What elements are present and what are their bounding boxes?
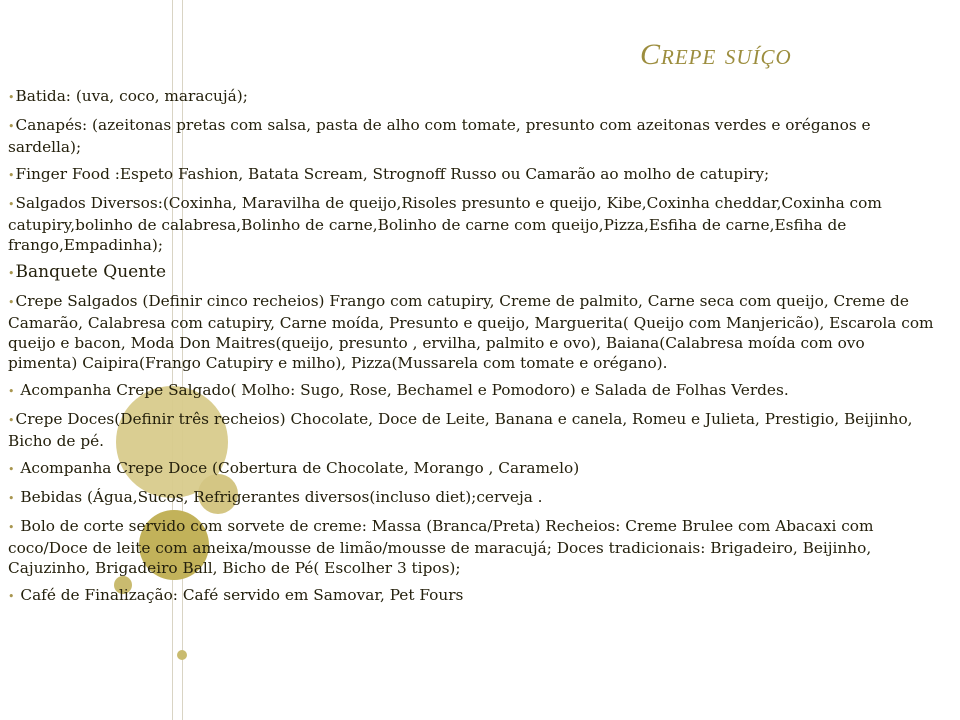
- list-item-text: Crepe Doces(Definir três recheios) Chocolate, Doce de Leite, Banana e canela, Romeu e Julieta, Prestigio, Beijinho, Bicho de pé.: [8, 410, 913, 450]
- bullet-icon: •: [8, 492, 15, 505]
- list-item-text: Crepe Salgados (Definir cinco recheios) Frango com catupiry, Creme de palmito, Carne seca com queijo, Creme de Camarão, Calabresa com catupiry, Carne moída, Presunto e queijo, Marguerita( Queijo com Manjericão), Escarola com queijo e bacon, Moda Don Maitres(queijo, presunto , ervilha, palmito e ovo), Baiana(Calabresa moída com ovo pimenta) Caipira(Frango Catupiry e milho), Pizza(Mussarela com tomate e orégano).: [8, 292, 934, 372]
- list-item: [8, 262, 938, 284]
- bullet-icon: •: [8, 267, 15, 280]
- list-item-text: Bebidas (Água,Sucos, Refrigerantes diversos(incluso diet);cerveja .: [15, 488, 543, 506]
- bullet-icon: •: [8, 414, 15, 427]
- list-item: [8, 409, 938, 451]
- list-item: [8, 164, 938, 186]
- list-item-text: Acompanha Crepe Doce (Cobertura de Chocolate, Morango , Caramelo): [15, 459, 580, 477]
- list-item: [8, 86, 938, 108]
- bullet-icon: •: [8, 463, 15, 476]
- list-item: [8, 516, 938, 578]
- bullet-icon: •: [8, 120, 15, 133]
- list-item-text: Banquete Quente: [15, 262, 167, 282]
- list-item: [8, 193, 938, 255]
- list-item-text: Canapés: (azeitonas pretas com salsa, pasta de alho com tomate, presunto com azeitonas verdes e oréganos e sardella);: [8, 116, 871, 156]
- list-item-text: Salgados Diversos:(Coxinha, Maravilha de queijo,Risoles presunto e queijo, Kibe,Coxinha cheddar,Coxinha com catupiry,bolinho de calabresa,Bolinho de carne,Bolinho de carne com queijo,Pizza,Esfiha de carne,Esfiha de frango,Empadinha);: [8, 194, 882, 254]
- list-item: [8, 291, 938, 373]
- list-item-text: Batida: (uva, coco, maracujá);: [15, 87, 248, 105]
- list-item: [8, 380, 938, 402]
- list-item-text: Finger Food :Espeto Fashion, Batata Scream, Strognoff Russo ou Camarão ao molho de catupiry;: [15, 165, 770, 183]
- list-item-text: Bolo de corte servido com sorvete de creme: Massa (Branca/Preta) Recheios: Creme Brulee com Abacaxi com coco/Doce de leite com ameixa/mousse de limão/mousse de maracujá; Doces tradicionais: Brigadeiro, Beijinho, Cajuzinho, Brigadeiro Ball, Bicho de Pé( Escolher 3 tipos);: [8, 517, 874, 577]
- bullet-icon: •: [8, 198, 15, 211]
- bullet-icon: •: [8, 296, 15, 309]
- bullet-icon: •: [8, 169, 15, 182]
- bullet-icon: •: [8, 521, 15, 534]
- bullet-icon: •: [8, 91, 15, 104]
- list-item: [8, 585, 938, 607]
- list-item: [8, 115, 938, 157]
- bullet-icon: •: [8, 590, 15, 603]
- list-item-text: Café de Finalização: Café servido em Samovar, Pet Fours: [15, 586, 464, 604]
- bullet-list: [8, 86, 938, 614]
- decorative-circle-dot: [177, 650, 187, 660]
- list-item: [8, 458, 938, 480]
- list-item-text: Acompanha Crepe Salgado( Molho: Sugo, Rose, Bechamel e Pomodoro) e Salada de Folhas Verdes.: [15, 381, 789, 399]
- list-item: [8, 487, 938, 509]
- slide-title: Crepe suíço: [640, 38, 792, 71]
- bullet-icon: •: [8, 385, 15, 398]
